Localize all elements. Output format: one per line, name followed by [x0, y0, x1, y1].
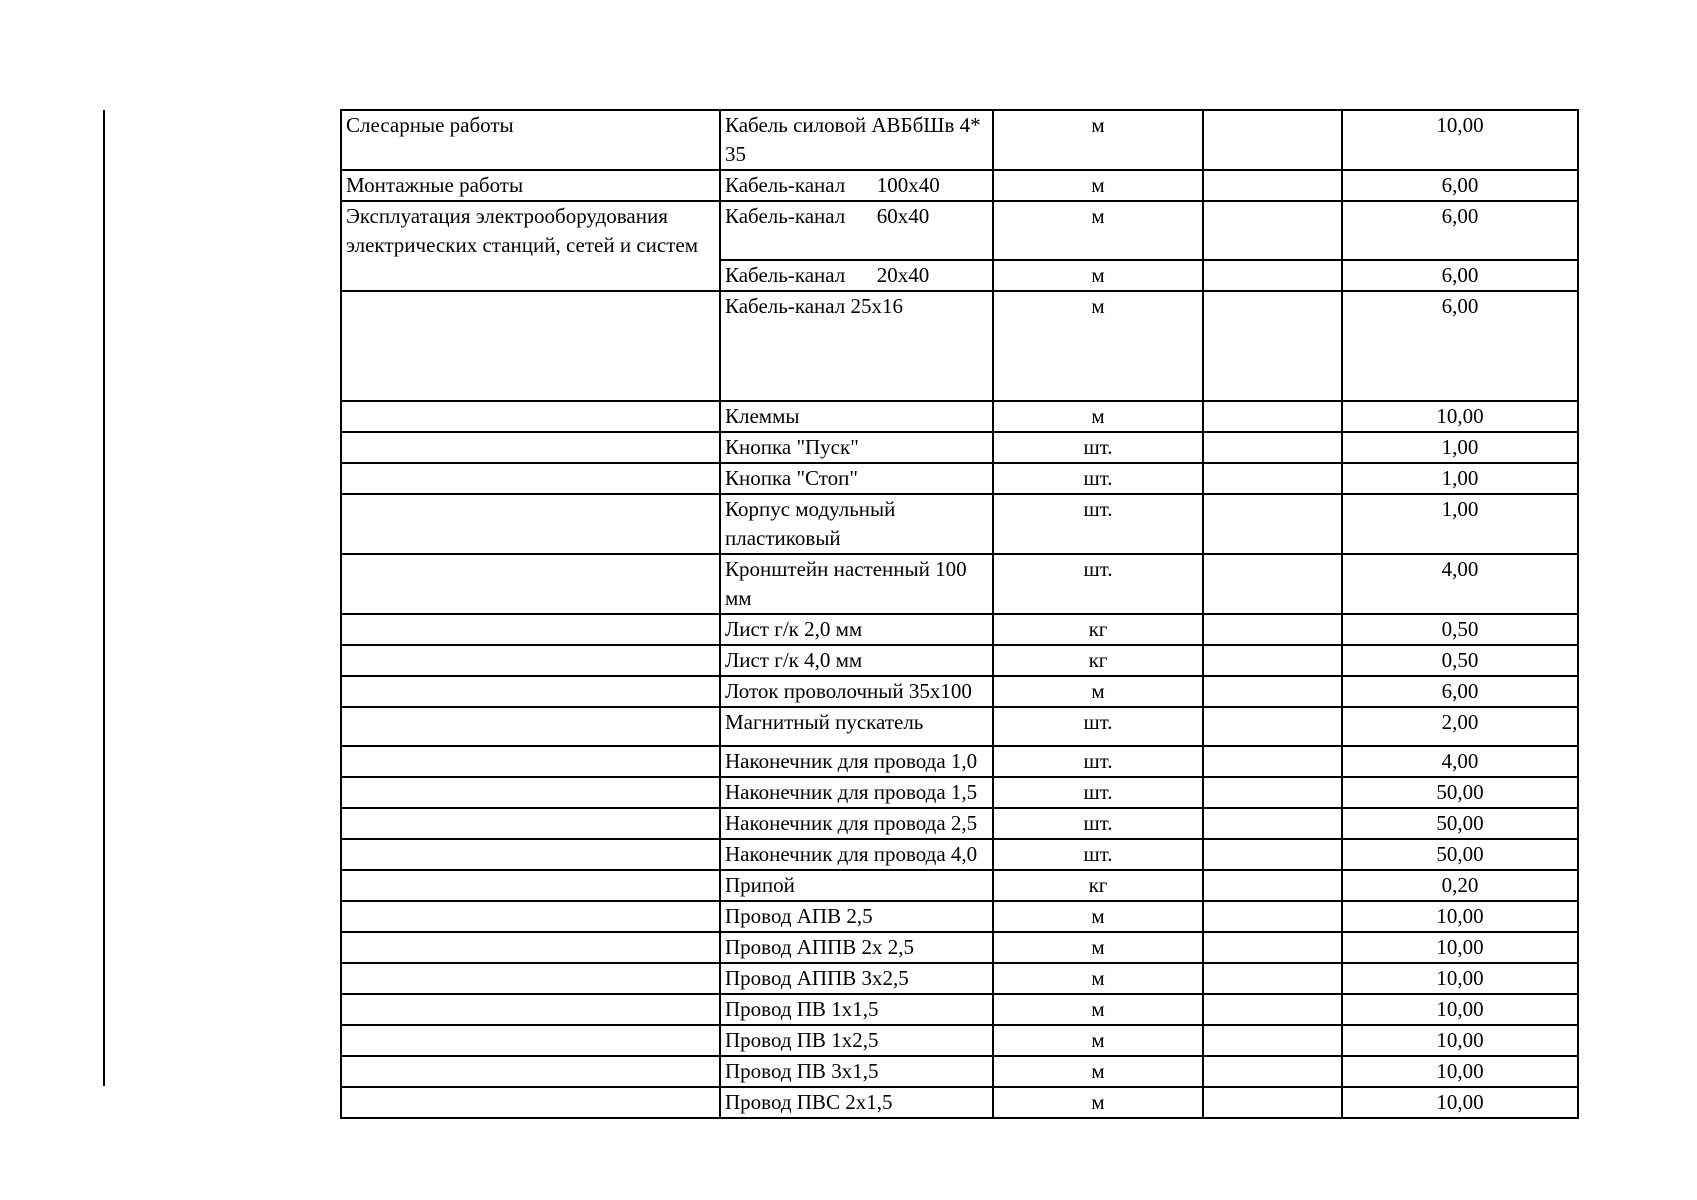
extra-cell: [1203, 746, 1342, 777]
quantity-cell: 6,00: [1342, 170, 1578, 201]
quantity-cell: 10,00: [1342, 1056, 1578, 1087]
category-cell: [341, 291, 720, 401]
table-row: [341, 676, 1578, 707]
extra-cell: [1203, 645, 1342, 676]
table-row: [341, 870, 1578, 901]
category-cell: [341, 994, 720, 1025]
quantity-cell: 50,00: [1342, 839, 1578, 870]
extra-cell: [1203, 260, 1342, 291]
table-row: [341, 1056, 1578, 1087]
quantity-cell: 10,00: [1342, 401, 1578, 432]
unit-cell: кг: [993, 870, 1203, 901]
unit-cell: м: [993, 901, 1203, 932]
extra-cell: [1203, 1087, 1342, 1118]
extra-cell: [1203, 110, 1342, 170]
unit-cell: м: [993, 110, 1203, 170]
quantity-cell: 10,00: [1342, 110, 1578, 170]
extra-cell: [1203, 808, 1342, 839]
table-row: [341, 1087, 1578, 1118]
extra-cell: [1203, 963, 1342, 994]
category-cell: [341, 645, 720, 676]
quantity-cell: 6,00: [1342, 201, 1578, 260]
category-cell: [341, 707, 720, 746]
quantity-cell: 50,00: [1342, 808, 1578, 839]
extra-cell: [1203, 494, 1342, 554]
extra-cell: [1203, 170, 1342, 201]
material-cell: Кабель силовой АВБбШв 4* 35: [720, 110, 993, 170]
table-row: [341, 932, 1578, 963]
material-cell: Кабель-канал 100х40: [720, 170, 993, 201]
category-cell: Монтажные работы: [341, 170, 720, 201]
extra-cell: [1203, 707, 1342, 746]
table-row: [341, 110, 1578, 170]
table-row: [341, 994, 1578, 1025]
table-row: [341, 494, 1578, 554]
unit-cell: м: [993, 170, 1203, 201]
quantity-cell: 10,00: [1342, 963, 1578, 994]
quantity-cell: 10,00: [1342, 901, 1578, 932]
material-cell: Провод ПВ 1х2,5: [720, 1025, 993, 1056]
extra-cell: [1203, 870, 1342, 901]
table-row: [341, 901, 1578, 932]
table-row: [341, 463, 1578, 494]
material-cell: Наконечник для провода 1,0: [720, 746, 993, 777]
extra-cell: [1203, 291, 1342, 401]
material-cell: Провод ПВС 2х1,5: [720, 1087, 993, 1118]
material-cell: Кронштейн настенный 100 мм: [720, 554, 993, 614]
unit-cell: шт.: [993, 777, 1203, 808]
extra-cell: [1203, 463, 1342, 494]
quantity-cell: 0,50: [1342, 645, 1578, 676]
material-cell: Провод ПВ 1х1,5: [720, 994, 993, 1025]
category-cell: [341, 463, 720, 494]
material-cell: Клеммы: [720, 401, 993, 432]
material-cell: Припой: [720, 870, 993, 901]
extra-cell: [1203, 401, 1342, 432]
material-cell: Провод АППВ 3х2,5: [720, 963, 993, 994]
unit-cell: м: [993, 1087, 1203, 1118]
extra-cell: [1203, 839, 1342, 870]
category-cell: Эксплуатация электрооборудования электрических станций, сетей и систем: [341, 201, 720, 291]
quantity-cell: 10,00: [1342, 1025, 1578, 1056]
unit-cell: м: [993, 260, 1203, 291]
category-cell: [341, 401, 720, 432]
material-cell: Лоток проволочный 35х100: [720, 676, 993, 707]
unit-cell: шт.: [993, 839, 1203, 870]
unit-cell: м: [993, 401, 1203, 432]
quantity-cell: 1,00: [1342, 494, 1578, 554]
category-cell: [341, 932, 720, 963]
table-row: [341, 808, 1578, 839]
quantity-cell: 2,00: [1342, 707, 1578, 746]
material-cell: Наконечник для провода 4,0: [720, 839, 993, 870]
material-cell: Наконечник для провода 2,5: [720, 808, 993, 839]
material-cell: Провод АППВ 2х 2,5: [720, 932, 993, 963]
category-cell: [341, 808, 720, 839]
extra-cell: [1203, 1056, 1342, 1087]
category-cell: [341, 870, 720, 901]
table-row: [341, 554, 1578, 614]
material-cell: Провод ПВ 3х1,5: [720, 1056, 993, 1087]
quantity-cell: 1,00: [1342, 463, 1578, 494]
unit-cell: м: [993, 201, 1203, 260]
unit-cell: м: [993, 963, 1203, 994]
unit-cell: шт.: [993, 808, 1203, 839]
table-row: [341, 839, 1578, 870]
category-cell: [341, 839, 720, 870]
quantity-cell: 10,00: [1342, 1087, 1578, 1118]
quantity-cell: 50,00: [1342, 777, 1578, 808]
unit-cell: шт.: [993, 432, 1203, 463]
quantity-cell: 6,00: [1342, 676, 1578, 707]
category-cell: [341, 746, 720, 777]
quantity-cell: 6,00: [1342, 260, 1578, 291]
page-margin-line: [103, 110, 105, 1086]
table-row: [341, 614, 1578, 645]
category-cell: [341, 963, 720, 994]
table-row: [341, 1025, 1578, 1056]
material-cell: Кабель-канал 20х40: [720, 260, 993, 291]
material-cell: Наконечник для провода 1,5: [720, 777, 993, 808]
material-cell: Магнитный пускатель: [720, 707, 993, 746]
material-cell: Корпус модульный пластиковый: [720, 494, 993, 554]
material-cell: Кнопка "Стоп": [720, 463, 993, 494]
quantity-cell: 4,00: [1342, 746, 1578, 777]
category-cell: [341, 1056, 720, 1087]
table-row: [341, 401, 1578, 432]
table-row: [341, 201, 1578, 260]
unit-cell: кг: [993, 645, 1203, 676]
unit-cell: м: [993, 291, 1203, 401]
unit-cell: шт.: [993, 463, 1203, 494]
category-cell: [341, 554, 720, 614]
unit-cell: м: [993, 1025, 1203, 1056]
table-row: [341, 170, 1578, 201]
extra-cell: [1203, 777, 1342, 808]
materials-table: [340, 109, 1579, 1119]
extra-cell: [1203, 901, 1342, 932]
material-cell: Кнопка "Пуск": [720, 432, 993, 463]
material-cell: Провод АПВ 2,5: [720, 901, 993, 932]
extra-cell: [1203, 554, 1342, 614]
table-row: [341, 432, 1578, 463]
quantity-cell: 0,50: [1342, 614, 1578, 645]
category-cell: [341, 777, 720, 808]
category-cell: [341, 1087, 720, 1118]
unit-cell: шт.: [993, 494, 1203, 554]
category-cell: [341, 676, 720, 707]
table-row: [341, 963, 1578, 994]
unit-cell: м: [993, 676, 1203, 707]
quantity-cell: 10,00: [1342, 932, 1578, 963]
extra-cell: [1203, 932, 1342, 963]
unit-cell: шт.: [993, 554, 1203, 614]
unit-cell: шт.: [993, 707, 1203, 746]
category-cell: Слесарные работы: [341, 110, 720, 170]
extra-cell: [1203, 1025, 1342, 1056]
material-cell: Кабель-канал 25х16: [720, 291, 993, 401]
table-row: [341, 291, 1578, 401]
quantity-cell: 0,20: [1342, 870, 1578, 901]
unit-cell: м: [993, 994, 1203, 1025]
extra-cell: [1203, 994, 1342, 1025]
extra-cell: [1203, 676, 1342, 707]
quantity-cell: 10,00: [1342, 994, 1578, 1025]
table-row: [341, 777, 1578, 808]
quantity-cell: 6,00: [1342, 291, 1578, 401]
unit-cell: м: [993, 932, 1203, 963]
material-cell: Кабель-канал 60х40: [720, 201, 993, 260]
category-cell: [341, 494, 720, 554]
quantity-cell: 1,00: [1342, 432, 1578, 463]
unit-cell: м: [993, 1056, 1203, 1087]
category-cell: [341, 901, 720, 932]
extra-cell: [1203, 614, 1342, 645]
table-row: [341, 707, 1578, 746]
extra-cell: [1203, 432, 1342, 463]
table-row: [341, 746, 1578, 777]
unit-cell: кг: [993, 614, 1203, 645]
category-cell: [341, 1025, 720, 1056]
material-cell: Лист г/к 2,0 мм: [720, 614, 993, 645]
category-cell: [341, 432, 720, 463]
extra-cell: [1203, 201, 1342, 260]
unit-cell: шт.: [993, 746, 1203, 777]
table-row: [341, 645, 1578, 676]
category-cell: [341, 614, 720, 645]
quantity-cell: 4,00: [1342, 554, 1578, 614]
material-cell: Лист г/к 4,0 мм: [720, 645, 993, 676]
